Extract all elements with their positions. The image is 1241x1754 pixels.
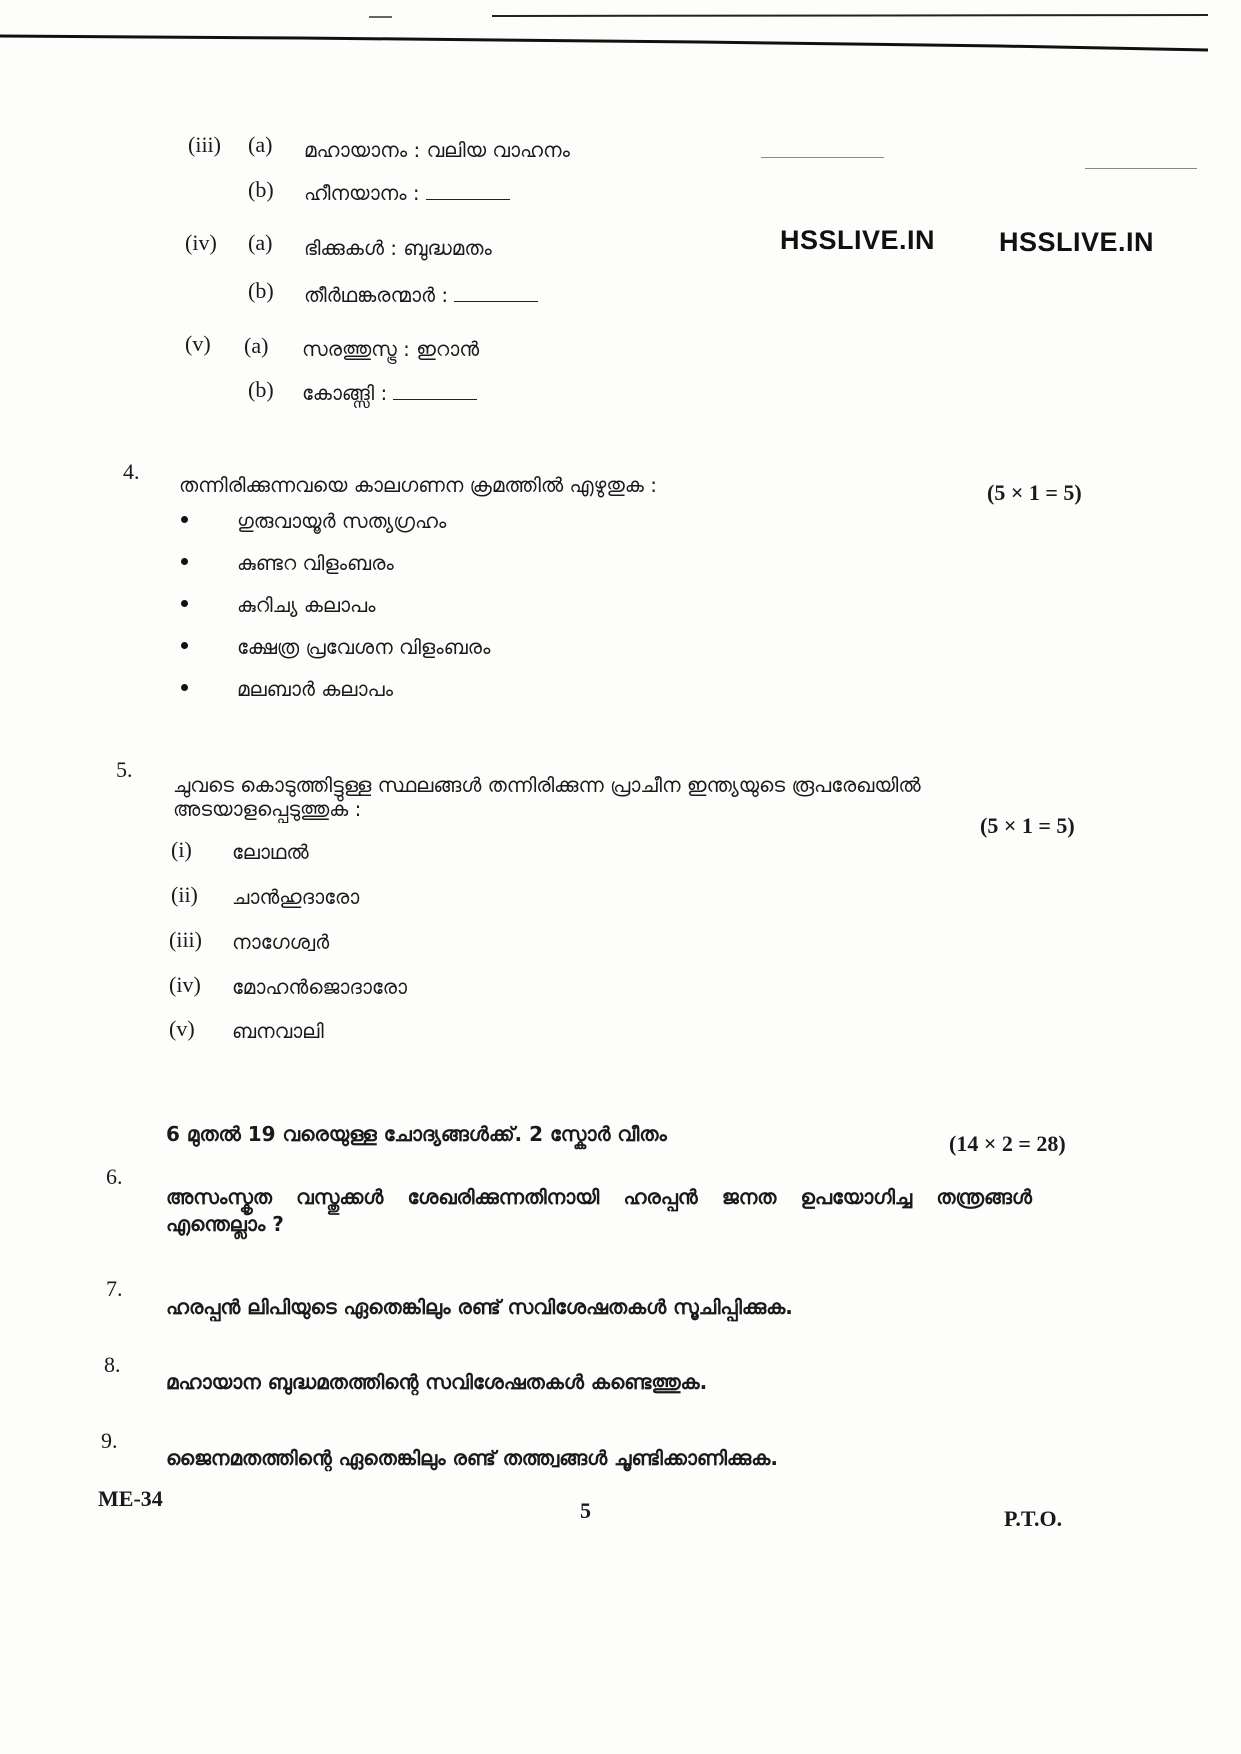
question-number: 4.: [123, 459, 140, 484]
option-b-row: [304, 282, 724, 308]
scan-dash-line: [761, 157, 884, 158]
option-b-text: തീർഥങ്കരന്മാർ :: [304, 283, 449, 307]
list-item: കുറിച്യ കലാപം: [237, 593, 376, 617]
question-text: ജൈനമതത്തിന്റെ ഏതെങ്കിലും രണ്ട് തത്ത്വങ്ങൾ ചൂണ്ടിക്കാണിക്കുക.: [166, 1446, 778, 1470]
item-label: (iv): [169, 972, 201, 997]
option-label-b: (b): [248, 278, 274, 303]
question-number: 8.: [104, 1352, 121, 1377]
option-label-a: (a): [244, 333, 269, 358]
answer-blank-line: [426, 181, 510, 200]
watermark-right: HSSLIVE.IN: [999, 227, 1155, 257]
bullet-icon: [181, 642, 188, 649]
option-label-b: (b): [248, 177, 274, 202]
page-number: 5: [580, 1498, 591, 1523]
list-item: ഗുരുവായൂർ സത്യഗ്രഹം: [237, 509, 447, 533]
item-label: (iii): [169, 927, 202, 952]
sub-question-number: (v): [185, 331, 211, 356]
option-a-text: മഹായാനം : വലിയ വാഹനം: [304, 138, 570, 162]
option-a-text: ഭിക്കുകൾ : ബുദ്ധമതം: [304, 236, 492, 260]
bullet-icon: [181, 558, 188, 565]
place-name: ബനവാലി: [232, 1019, 324, 1043]
question-number: 5.: [116, 757, 133, 782]
option-b-row: [302, 380, 722, 406]
top-border-lines: [0, 0, 1241, 70]
place-name: മോഹൻജൊദാരോ: [232, 975, 408, 999]
option-b-row: [304, 180, 724, 206]
question-number: 9.: [101, 1428, 118, 1453]
place-name: ലോഥൽ: [232, 840, 309, 864]
sub-question-number: (iii): [188, 132, 221, 157]
paper-code: ME-34: [98, 1486, 163, 1511]
question-marks: (5 × 1 = 5): [980, 813, 1075, 838]
question-number: 7.: [106, 1276, 123, 1301]
option-b-text: കോങ്ങ്സി :: [302, 381, 388, 405]
question-number: 6.: [106, 1164, 123, 1189]
item-label: (v): [169, 1016, 195, 1041]
question-text: തന്നിരിക്കുന്നവയെ കാലഗണന ക്രമത്തിൽ എഴുതുക :: [179, 473, 657, 497]
section-marks: (14 × 2 = 28): [949, 1131, 1066, 1156]
option-a-text: സരത്തുസ്ട്ര : ഇറാൻ: [302, 337, 480, 361]
answer-blank-line: [454, 283, 538, 302]
bullet-icon: [181, 516, 188, 523]
item-label: (i): [171, 837, 192, 862]
option-b-text: ഹീനയാനം :: [304, 181, 420, 205]
item-label: (ii): [171, 882, 198, 907]
watermark-left: HSSLIVE.IN: [780, 225, 936, 255]
place-name: നാഗേശ്വർ: [232, 930, 330, 954]
question-text: മഹായാന ബുദ്ധമതത്തിന്റെ സവിശേഷതകൾ കണ്ടെത്തുക.: [166, 1370, 708, 1394]
scan-dash-line: [1085, 168, 1197, 169]
bullet-icon: [181, 684, 188, 691]
option-label-a: (a): [248, 230, 273, 255]
list-item: ക്ഷേത്ര പ്രവേശന വിളംബരം: [237, 635, 491, 659]
question-text: ചുവടെ കൊടുത്തിട്ടുള്ള സ്ഥലങ്ങൾ തന്നിരിക്കുന്ന പ്രാചീന ഇന്ത്യയുടെ രൂപരേഖയിൽ അടയാളപ്പെടുത്തുക :: [173, 773, 921, 821]
question-marks: (5 × 1 = 5): [987, 480, 1082, 505]
section-heading: 6 മുതൽ 19 വരെയുള്ള ചോദ്യങ്ങൾക്ക്. 2 സ്കോർ വീതം: [166, 1122, 667, 1146]
option-label-b: (b): [248, 377, 274, 402]
option-label-a: (a): [248, 132, 273, 157]
sub-question-number: (iv): [185, 230, 217, 255]
answer-blank-line: [393, 381, 477, 400]
question-text: ഹരപ്പൻ ലിപിയുടെ ഏതെങ്കിലും രണ്ട് സവിശേഷതകൾ സൂചിപ്പിക്കുക.: [166, 1295, 793, 1319]
question-text: അസംസ്കൃത വസ്തുക്കൾ ശേഖരിക്കുന്നതിനായി ഹരപ്പൻ ജനത ഉപയോഗിച്ച തന്ത്രങ്ങൾ എന്തെല്ലാം ?: [166, 1185, 1032, 1236]
bullet-icon: [181, 600, 188, 607]
list-item: കുണ്ടറ വിളംബരം: [237, 551, 394, 575]
please-turn-over: P.T.O.: [1004, 1506, 1063, 1531]
list-item: മലബാർ കലാപം: [237, 677, 393, 701]
place-name: ചാൻഹുദാരോ: [232, 885, 360, 909]
